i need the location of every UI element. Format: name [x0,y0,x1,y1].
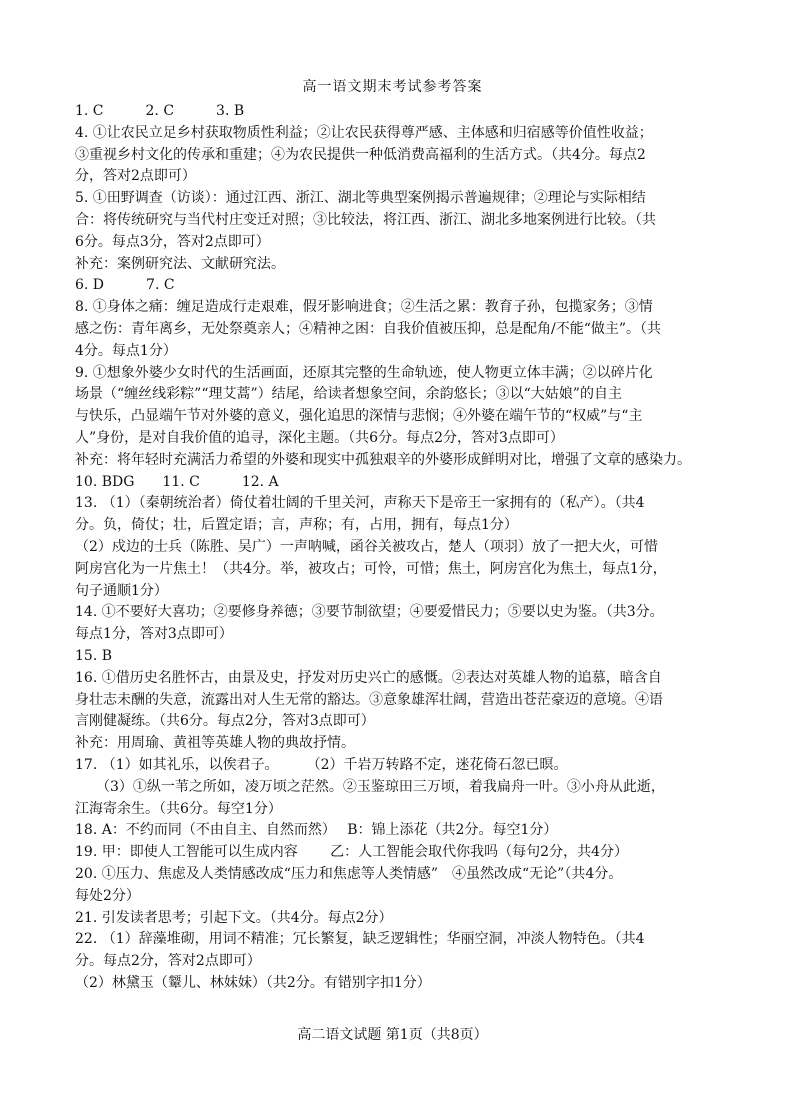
answer-line: 补充：用周瑜、黄祖等英雄人物的典故抒情。 [75,735,355,752]
answer-line: 6. D 7. C [75,277,175,294]
page-footer: 高二语文试题 第1页（共8页） [297,1027,488,1043]
answer-line: 4分。每点1分） [75,342,177,359]
answer-line: 场景（“缠丝线彩粽”“理艾蒿”）结尾，给读者想象空间，余韵悠长；③以“大姑娘”的自主 [75,386,622,403]
answer-line: （2）林黛玉（颦儿、林妹妹）（共2分。有错别字扣1分） [75,975,431,991]
answer-line: 17. （1）如其礼乐，以俟君子。 （2）千岩万转路不定，迷花倚石忽已暝。 [75,757,568,773]
answer-line: 句子通顺1分） [75,582,168,599]
answer-line: 感之伤：青年离乡，无处祭奠亲人；④精神之困：自我价值被压抑，总是配角/不能“做主”。（共 [75,321,662,337]
answer-line: ③重视乡村文化的传承和重建；④为农民提供一种低消费高福利的生活方式。（共4分。每点2 [75,146,646,163]
answer-line: 分。负，倚仗；壮，后置定语；言，声称；有，占用，拥有，每点1分） [75,517,518,534]
answer-line: 18. A：不约而同（不由自主、自然而然） B：锦上添花（共2分。每空1分） [75,822,558,839]
answer-line: 20. ①压力、焦虑及人类情感改成“压力和焦虑等人类情感” ④虽然改成“无论”（共4分。 [75,866,623,882]
answer-line: 1. C 2. C 3. B [75,103,245,119]
answer-line: 每处2分） [75,887,140,904]
answer-line: 14. ①不要好大喜功；②要修身养德；③要节制欲望；④要爱惜民力；⑤要以史为鉴。（共3分。 [75,604,664,621]
answer-line: 言刚健凝练。（共6分。每点2分，答对3点即可） [75,713,375,730]
answer-line: 22. （1）辞藻堆砌，用词不精准；冗长繁复，缺乏逻辑性；华丽空洞，冲淡人物特色。（共4 [75,931,645,948]
answer-line: 阿房宫化为一片焦土！（共4分。举，被攻占；可怜，可惜；焦土，阿房宫化为焦土，每点1分， [75,560,667,577]
answer-line: 19. 甲：即使人工智能可以生成内容 乙：人工智能会取代你我吗（每句2分，共4分） [75,844,628,861]
answer-line: 9. ①想象外婆少女时代的生活画面，还原其完整的生命轨迹，使人物更立体丰满；②以碎片化 [75,364,653,381]
answer-line: 合：将传统研究与当代村庄变迁对照；③比较法，将江西、浙江、湖北多地案例进行比较。（共 [75,212,656,228]
document-title: 高一语文期末考试参考答案 [302,79,483,95]
answer-line: 21. 引发读者思考；引起下文。（共4分。每点2分） [75,909,393,926]
answer-line: 分。每点2分，答对2点即可） [75,953,261,970]
answer-line: 10. BDG 11. C 12. A [75,473,279,490]
answer-line: 分，答对2点即可） [75,168,196,185]
answer-line: 每点1分，答对3点即可） [75,626,233,643]
answer-line: （2）戍边的士兵（陈胜、吴广）一声呐喊，函谷关被攻占，楚人（项羽）放了一把大火，可惜 [75,539,658,555]
answer-line: 补充：将年轻时充满活力希望的外婆和现实中孤独艰辛的外婆形成鲜明对比，增强了文章的感染力。 [75,451,691,468]
answer-line: （3）①纵一苇之所如，凌万顷之茫然。②玉鉴琼田三万顷，着我扁舟一叶。③小舟从此逝， [75,778,665,795]
answer-line: 江海寄余生。（共6分。每空1分） [75,800,282,817]
answer-line: 与快乐，凸显端午节对外婆的意义，强化追思的深情与悲悯；④外婆在端午节的“权威”与“主 [75,408,643,425]
answer-line: 补充：案例研究法、文献研究法。 [75,255,285,272]
answer-line: 4. ①让农民立足乡村获取物质性利益；②让农民获得尊严感、主体感和归宿感等价值性收益； [75,124,653,141]
answer-line: 13. （1）（秦朝统治者）倚仗着壮阔的千里关河，声称天下是帝王一家拥有的（私产）。（共4 [75,495,645,512]
answer-line: 5. ①田野调查（访谈）：通过江西、浙江、湖北等典型案例揭示普遍规律；②理论与实际相结 [75,190,646,207]
answer-line: 身壮志未酬的失意，流露出对人生无常的豁达。③意象雄浑壮阔，营造出苍茫豪迈的意境。④语 [75,691,663,708]
answer-line: 6分。每点3分，答对2点即可） [75,233,270,250]
answer-line: 16. ①借历史名胜怀古，由景及史，抒发对历史兴亡的感慨。②表达对英雄人物的追慕，暗含自 [75,669,662,686]
answer-line: 人”身份，是对自我价值的追寻，深化主题。（共6分。每点2分，答对3点即可） [75,430,564,446]
answer-line: 8. ①身体之痛：缠足造成行走艰难，假牙影响进食；②生活之累：教育子孙，包揽家务；③情 [75,299,653,316]
answer-line: 15. B [75,648,113,664]
